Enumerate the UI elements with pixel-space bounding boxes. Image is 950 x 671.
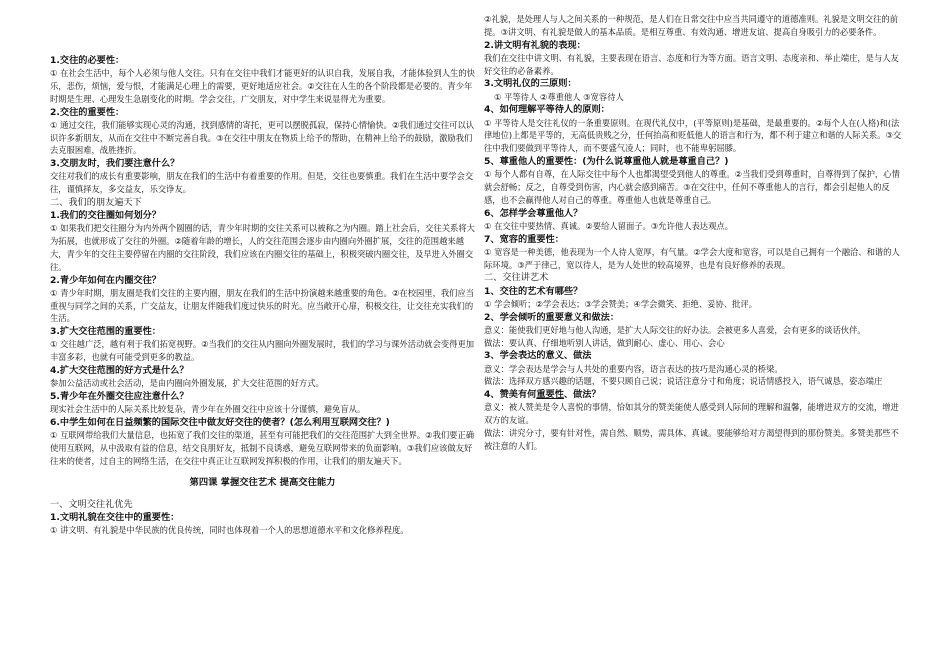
heading-praise-part2: 、做法？ [563,389,601,401]
heading-outer-circle: 5.青少年在外圈交往应注意什么？ [50,390,189,402]
paragraph-civility-expression: 我们在交往中讲文明、有礼貌，主要表现在语言、态度和行为等方面。语言文明、态度亲和、举止端庄，是与人友好交往的必备素养。 [484,52,899,76]
heading-tolerance: 7、宽容的重要性： [484,233,564,245]
heading-civility-importance: 1.文明礼貌在交往中的重要性： [50,512,180,524]
paragraph-three-principles: ① 平等待人 ②尊重他人 ③宽容待人 [494,91,624,102]
heading-praise [484,388,904,401]
right-column [484,13,904,453]
left-column [50,54,475,537]
section-art-of-communication: 二、交往讲艺术 [484,272,549,284]
paragraph-internet: ① 互联网带给我们大量信息，也拓宽了我们交往的渠道，甚至有可能把我们的交往范围扩大到全世界。②我们要正确使用互联网，从中汲取有益的信息，结交良朋好友，抵制不良诱惑，避免互联网带来的负面影响。③我们应该做友好往来的使者，过自主的网络生活，在交往中真正让互联网发挥积极的作用，让我们的朋友遍天下。 [50,430,475,466]
heading-circle-division: 1.我们的交往圈如何划分？ [50,210,161,222]
paragraph-listening-meaning: 意义：能使我们更好地与他人沟通，是扩大人际交往的好办法。会被更多人喜爱，会有更多的谈话伙伴。 [484,324,866,335]
heading-expand-range: 3.扩大交往范围的重要性： [50,326,161,338]
paragraph-equality: ① 平等待人是交往礼仪的一条重要原则。在现代礼仪中，(平等原则)是基础，是最重要的。②每个人在(人格)和(法律地位)上都是平等的，无高低贵贱之分，任何抬高和贬低他人的语言和行为，都不利于建立和谐的人际关系。③交往中我们要做到平等待人，而不要盛气凌人；同时，也不能卑躬屈膝。 [484,117,902,154]
paragraph-importance: ① 通过交往，我们能够实现心灵的沟通，找到感情的寄托，更可以摆脱孤寂，保持心情愉快。②我们通过交往可以认识许多新朋友，从而在交往中不断完善自我。③在交往中朋友在物质上给予的帮助，在精神上给予的鼓励，激励我们去克服困难，战胜挫折。 [50,119,475,156]
heading-internet: 6.中学生如何在日益频繁的国际交往中做友好交往的使者？(怎么利用互联网交往？) [50,416,390,428]
section-civility: 一、文明交往礼优先 [50,498,133,510]
paragraph-civility-importance: ① 讲文明、有礼貌是中华民族的优良传统，同时也体现着一个人的思想道德水平和文化修养程度。 [50,525,409,536]
paragraph-circle-division: ① 如果我们把交往圈分为内外两个圆圈的话，青少年时期的交往关系可以被称之为内圈。踏上社会后，交往关系将大为拓展，也就形成了交往的外圈。②随着年龄的增长，人的交往范围会逐步由内圈向外圈扩展，交往的范围越来越大，青少年的交往主要停留在内圈的交往阶段，我们应该在内圈交往的基础上，积极突破内圈交往，及早进入外圈交往。 [50,223,475,272]
paragraph-respect: ① 每个人都有自尊，在人际交往中每个人也都渴望受到他人的尊重。②当我们受到尊重时，自尊得到了保护，心情就会舒畅；反之，自尊受到伤害，内心就会感到痛苦。③在交往中，任何不尊重他人的言行，都会引起他人的反感，也不会赢得他人对自己的尊重。尊重他人也就是尊重自己。 [484,169,900,205]
paragraph-outer-circle: 现实社会生活中的人际关系比较复杂，青少年在外圈交往中应该十分谨慎，避免盲从。 [50,404,366,415]
paragraph-expand-way: 参加公益活动或社会活动，是由内圈向外圈发展，扩大交往范围的好方式。 [50,378,324,389]
paragraph-expression-meaning: 意义：学会表达是学会与人共处的重要内容，语言表达的技巧是沟通心灵的桥梁。 [484,363,783,374]
paragraph-listening-method: 做法：要认真、仔细地听别人讲话，做到耐心、虚心、用心、会心 [484,337,725,348]
paragraph-inner-circle: ① 青少年时期，朋友圈是我们交往的主要内圈，朋友在我们的生活中扮演越来越重要的角色。②在校园里，我们应当重视与同学之间的关系，广交益友，让朋友伴随我们度过快乐的时光。应当敞开心扉，积极交往，让交往充实我们的生活。 [50,287,475,324]
heading-listening: 2、学会倾听的重要意义和做法： [484,311,620,323]
paragraph-expand-range: ① 交往越广泛，越有利于我们拓宽视野。②当我们的交往从内圈向外圈发展时，我们的学习与课外活动就会变得更加丰富多彩，也就有可能受到更多的教益。 [50,339,475,363]
heading-praise-underlined: 重要性 [536,389,564,401]
paragraph-how-respect: ① 在交往中要热情、真诚。②要给人留面子。③允许他人表达观点。 [484,220,733,231]
paragraph-tolerance: ① 宽容是一种美德，他表现为一个人待人宽厚，有气量。②学会大度和宽容，可以是自己拥有一个融洽、和谐的人际环境。③严于律己，宽以待人，是为人处世的较高境界，也是有良好修养的表现。 [484,246,900,270]
heading-how-respect: 6、怎样学会尊重他人？ [484,207,583,219]
heading-equality: 4、如何理解平等待人的原则： [484,104,610,116]
heading-respect: 5、尊重他人的重要性：(为什么说尊重他人就是尊重自己？) [484,155,729,167]
heading-praise-part1: 4、赞美有何 [484,389,537,401]
heading-making-friends: 3.交朋友时，我们要注意什么？ [50,158,180,170]
paragraph-necessity: ① 在社会生活中，每个人必须与他人交往。只有在交往中我们才能更好的认识自我，发展自我，才能体验到人生的快乐，悲伤，烦恼，爱与恨，才能满足心理上的需要，更好地适应社会。②交往在人生的各个阶段都是必要的。青少年时期是生理、心理发生急剧变化的时期。学会交往，广交朋友，对中学生来说显得尤为重要。 [50,68,475,104]
heading-three-principles: 3.文明礼仪的三原则： [484,78,577,90]
paragraph-praise-method: 做法：讲究分寸，要有针对性，需自然、顺势，需具体、真诚。要能够给对方渴望得到的那份赞美。多赞美那些不被注意的人们。 [484,427,899,451]
heading-importance: 2.交往的重要性： [50,106,125,118]
heading-necessity: 1.交往的必要性： [50,55,125,66]
heading-civility-expression: 2.讲文明有礼貌的表现： [484,39,586,51]
paragraph-making-friends: 交往对我们的成长有重要影响，朋友在我们的生活中有着重要的作用。但是，交往也要慎重。我们在生活中要学会交往，谨慎择友，多交益友，乐交诤友。 [50,171,474,195]
paragraph-expression-method: 做法：选择双方感兴趣的话题，不要只顾自己说；说话注意分寸和角度；说话情感投入，语气诚恳，姿态端庄 [484,376,883,387]
paragraph-praise-meaning: 意义：被人赞美是令人喜悦的事情，恰如其分的赞美能使人感受到人际间的理解和温馨，能增进双方的交流，增进双方的友谊。 [484,402,899,426]
heading-expression: 3、学会表达的意义、做法 [484,350,592,362]
paragraph-arts: ① 学会倾听；②学会表达；③学会赞美；④学会微笑、拒绝、妥协、批评。 [484,298,758,309]
heading-inner-circle: 2.青少年如何在内圈交往？ [50,274,161,286]
lesson-title: 第四课 掌握交往艺术 提高交往能力 [189,476,336,488]
paragraph-courtesy: ②礼貌，是处理人与人之间关系的一种规范，是人们在日常交往中应当共同遵守的道德准则。礼貌是文明交往的前提。③讲文明、有礼貌是做人的基本品质。是相互尊重、有效沟通、增进友谊、提高自身吸引力的必要条件。 [484,14,898,37]
heading-arts: 1、交往的艺术有哪些？ [484,285,583,297]
section-friends-everywhere: 二、我们的朋友遍天下 [50,196,142,208]
heading-expand-way: 4.扩大交往范围的好方式是什么？ [50,364,189,376]
